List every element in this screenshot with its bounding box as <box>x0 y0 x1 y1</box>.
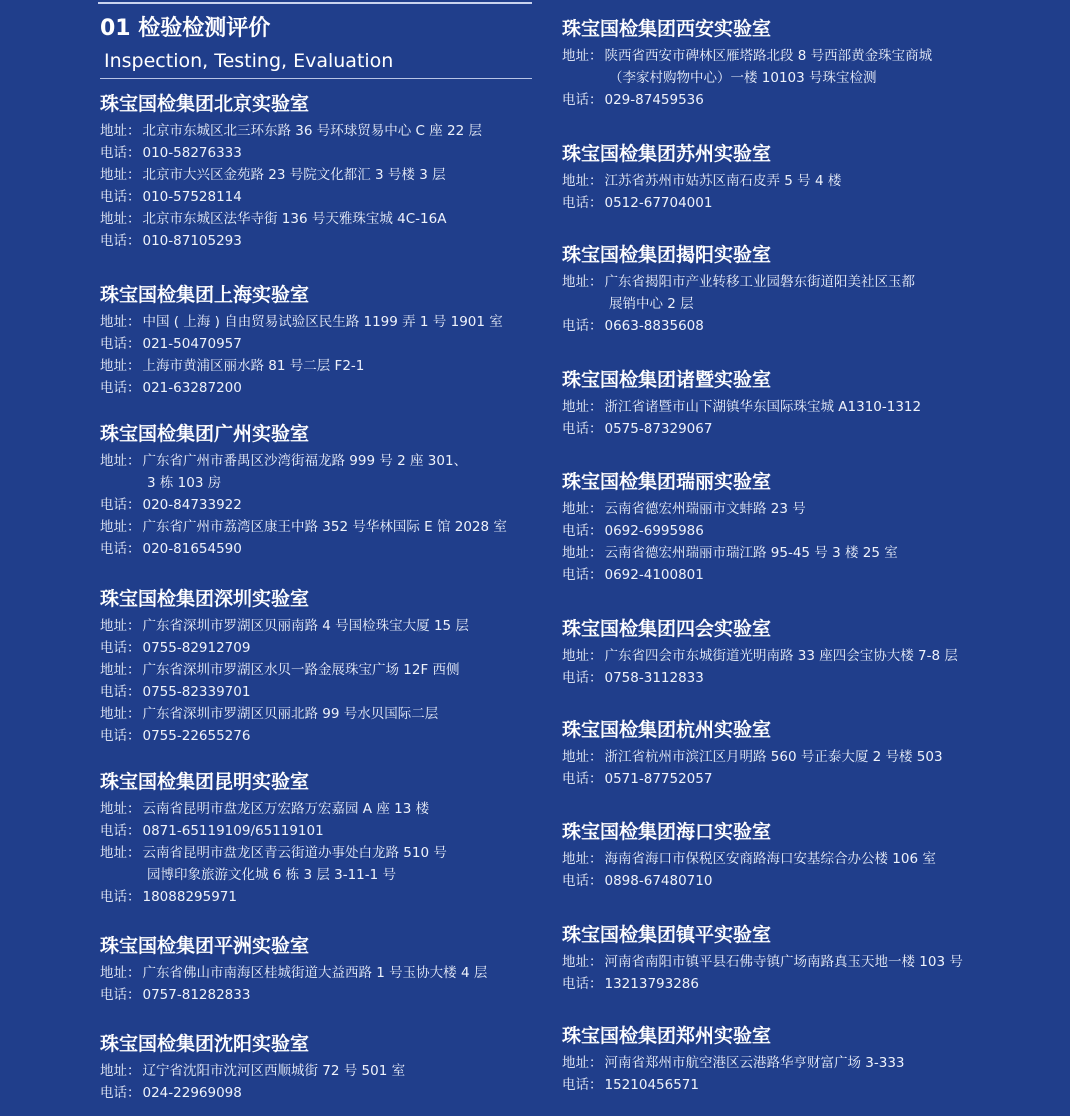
phone-number: 020-84733922 <box>142 497 242 513</box>
address-text: 云南省德宏州瑞丽市文蚌路 23 号 <box>604 501 806 517</box>
phone-label: 电话： <box>100 640 141 656</box>
phone-line <box>100 637 469 659</box>
address-text: 广东省深圳市罗湖区水贝一路金展珠宝广场 12F 西侧 <box>142 662 460 678</box>
lab-block <box>100 585 469 747</box>
lab-block <box>562 615 958 689</box>
lab-block <box>562 140 841 214</box>
phone-line <box>100 186 482 208</box>
phone-label: 电话： <box>562 670 603 686</box>
address-line <box>100 355 503 377</box>
lab-block <box>100 90 482 252</box>
lab-block <box>100 768 447 908</box>
phone-line <box>100 725 469 747</box>
address-line <box>562 170 841 192</box>
address-label: 地址： <box>562 1055 603 1071</box>
phone-label: 电话： <box>562 421 603 437</box>
address-line <box>100 450 507 472</box>
address-text: 广东省广州市番禺区沙湾街福龙路 999 号 2 座 301、 <box>142 453 468 469</box>
address-line <box>100 962 487 984</box>
lab-block <box>562 1022 905 1096</box>
address-label: 地址： <box>100 845 141 861</box>
address-label: 地址： <box>100 965 141 981</box>
lab-block <box>100 1030 405 1104</box>
address-text: 园博印象旅游文化城 6 栋 3 层 3-11-1 号 <box>147 867 397 883</box>
phone-label: 电话： <box>100 728 141 744</box>
phone-line <box>562 870 936 892</box>
address-line <box>562 542 898 564</box>
address-text: 广东省佛山市南海区桂城街道大益西路 1 号玉协大楼 4 层 <box>142 965 488 981</box>
address-text: 3 栋 103 房 <box>147 475 222 491</box>
lab-name: 珠宝国检集团诸暨实验室 <box>562 369 772 391</box>
phone-label: 电话： <box>562 318 603 334</box>
lab-block <box>100 281 503 399</box>
phone-number: 010-58276333 <box>142 145 242 161</box>
address-line <box>100 516 507 538</box>
address-line <box>100 311 503 333</box>
phone-line <box>100 1082 405 1104</box>
address-line <box>562 396 921 418</box>
address-line <box>100 615 469 637</box>
address-text: 展销中心 2 层 <box>609 296 694 312</box>
phone-label: 电话： <box>562 523 603 539</box>
lab-block <box>562 468 898 586</box>
lab-name: 珠宝国检集团镇平实验室 <box>562 924 772 946</box>
address-label: 地址： <box>562 48 603 64</box>
address-label: 地址： <box>100 453 141 469</box>
lab-name: 珠宝国检集团西安实验室 <box>562 18 772 40</box>
phone-line <box>100 494 507 516</box>
address-label: 地址： <box>100 314 141 330</box>
phone-number: 029-87459536 <box>604 92 704 108</box>
address-text: 云南省昆明市盘龙区青云街道办事处白龙路 510 号 <box>142 845 447 861</box>
address-line <box>100 208 482 230</box>
address-text: 广东省广州市荔湾区康王中路 352 号华林国际 E 馆 2028 室 <box>142 519 507 535</box>
address-text: 上海市黄浦区丽水路 81 号二层 F2-1 <box>142 358 365 374</box>
phone-number: 0755-22655276 <box>142 728 251 744</box>
lab-name: 珠宝国检集团杭州实验室 <box>562 719 772 741</box>
address-line <box>562 498 898 520</box>
phone-line <box>100 333 503 355</box>
lab-block <box>562 241 915 337</box>
lab-name: 珠宝国检集团沈阳实验室 <box>100 1033 310 1055</box>
phone-label: 电话： <box>100 889 141 905</box>
address-text: 中国 ( 上海 ) 自由贸易试验区民生路 1199 弄 1 号 1901 室 <box>142 314 503 330</box>
phone-label: 电话： <box>100 189 141 205</box>
phone-label: 电话： <box>562 873 603 889</box>
address-text: 北京市大兴区金苑路 23 号院文化都汇 3 号楼 3 层 <box>142 167 446 183</box>
address-label: 地址： <box>100 1063 141 1079</box>
address-text: 浙江省诸暨市山下湖镇华东国际珠宝城 A1310-1312 <box>604 399 922 415</box>
address-line <box>100 798 447 820</box>
lab-name: 珠宝国检集团海口实验室 <box>562 821 772 843</box>
address-line <box>562 746 943 768</box>
phone-line <box>100 681 469 703</box>
lab-block <box>562 921 963 995</box>
address-continuation <box>562 67 932 89</box>
phone-label: 电话： <box>562 567 603 583</box>
phone-line <box>100 538 507 560</box>
address-text: 江苏省苏州市姑苏区南石皮弄 5 号 4 楼 <box>604 173 842 189</box>
address-line <box>100 703 469 725</box>
phone-label: 电话： <box>100 336 141 352</box>
address-text: 北京市东城区北三环东路 36 号环球贸易中心 C 座 22 层 <box>142 123 483 139</box>
phone-label: 电话： <box>100 823 141 839</box>
phone-line <box>562 768 943 790</box>
phone-number: 13213793286 <box>604 976 699 992</box>
lab-name: 珠宝国检集团苏州实验室 <box>562 143 772 165</box>
address-line <box>562 645 958 667</box>
address-line <box>100 164 482 186</box>
phone-label: 电话： <box>562 195 603 211</box>
address-label: 地址： <box>562 954 603 970</box>
section-subtitle: Inspection, Testing, Evaluation <box>104 50 394 72</box>
phone-label: 电话： <box>100 987 141 1003</box>
address-text: 陕西省西安市碑林区雁塔路北段 8 号西部黄金珠宝商城 <box>604 48 933 64</box>
address-label: 地址： <box>100 123 141 139</box>
address-line <box>100 659 469 681</box>
phone-label: 电话： <box>100 497 141 513</box>
address-line <box>562 271 915 293</box>
phone-label: 电话： <box>562 976 603 992</box>
address-label: 地址： <box>100 519 141 535</box>
phone-number: 0571-87752057 <box>604 771 713 787</box>
lab-block <box>562 716 943 790</box>
address-line <box>562 848 936 870</box>
address-continuation <box>100 864 447 886</box>
phone-label: 电话： <box>100 684 141 700</box>
phone-line <box>562 89 932 111</box>
address-label: 地址： <box>100 706 141 722</box>
address-line <box>562 45 932 67</box>
address-label: 地址： <box>100 211 141 227</box>
phone-line <box>100 820 447 842</box>
address-label: 地址： <box>562 399 603 415</box>
address-text: 北京市东城区法华寺街 136 号天雅珠宝城 4C-16A <box>142 211 447 227</box>
address-label: 地址： <box>562 501 603 517</box>
address-line <box>562 951 963 973</box>
lab-name: 珠宝国检集团平洲实验室 <box>100 935 310 957</box>
address-continuation <box>100 472 507 494</box>
phone-label: 电话： <box>100 1085 141 1101</box>
phone-number: 0755-82912709 <box>142 640 251 656</box>
top-rule <box>98 2 532 4</box>
phone-line <box>100 377 503 399</box>
address-text: （李家村购物中心）一楼 10103 号珠宝检测 <box>609 70 877 86</box>
address-text: 云南省昆明市盘龙区万宏路万宏嘉园 A 座 13 楼 <box>142 801 430 817</box>
phone-number: 0758-3112833 <box>604 670 704 686</box>
lab-name: 珠宝国检集团郑州实验室 <box>562 1025 772 1047</box>
address-text: 云南省德宏州瑞丽市瑞江路 95-45 号 3 楼 25 室 <box>604 545 898 561</box>
phone-number: 0692-6995986 <box>604 523 704 539</box>
phone-line <box>562 192 841 214</box>
lab-name: 珠宝国检集团广州实验室 <box>100 423 310 445</box>
lab-name: 珠宝国检集团深圳实验室 <box>100 588 310 610</box>
address-text: 河南省郑州市航空港区云港路华亨财富广场 3-333 <box>604 1055 905 1071</box>
phone-line <box>562 520 898 542</box>
address-text: 广东省深圳市罗湖区贝丽北路 99 号水贝国际二层 <box>142 706 439 722</box>
lab-block <box>100 420 507 560</box>
phone-number: 021-50470957 <box>142 336 242 352</box>
address-label: 地址： <box>100 358 141 374</box>
phone-number: 020-81654590 <box>142 541 242 557</box>
address-label: 地址： <box>562 274 603 290</box>
lab-name: 珠宝国检集团上海实验室 <box>100 284 310 306</box>
section-rule <box>100 78 532 79</box>
address-text: 广东省四会市东城街道光明南路 33 座四会宝协大楼 7-8 层 <box>604 648 958 664</box>
address-line <box>562 1052 905 1074</box>
address-text: 广东省揭阳市产业转移工业园磐东街道阳美社区玉都 <box>604 274 915 290</box>
phone-line <box>100 984 487 1006</box>
phone-label: 电话： <box>100 380 141 396</box>
phone-number: 15210456571 <box>604 1077 699 1093</box>
lab-block <box>562 15 932 111</box>
address-text: 河南省南阳市镇平县石佛寺镇广场南路真玉天地一楼 103 号 <box>604 954 963 970</box>
lab-name: 珠宝国检集团北京实验室 <box>100 93 310 115</box>
phone-line <box>100 230 482 252</box>
address-text: 辽宁省沈阳市沈河区西顺城街 72 号 501 室 <box>142 1063 406 1079</box>
phone-label: 电话： <box>100 233 141 249</box>
phone-number: 021-63287200 <box>142 380 242 396</box>
lab-name: 珠宝国检集团四会实验室 <box>562 618 772 640</box>
phone-number: 0757-81282833 <box>142 987 251 1003</box>
lab-name: 珠宝国检集团昆明实验室 <box>100 771 310 793</box>
phone-number: 0871-65119109/65119101 <box>142 823 324 839</box>
address-text: 广东省深圳市罗湖区贝丽南路 4 号国检珠宝大厦 15 层 <box>142 618 469 634</box>
phone-label: 电话： <box>562 92 603 108</box>
phone-number: 010-57528114 <box>142 189 242 205</box>
address-label: 地址： <box>562 545 603 561</box>
lab-name: 珠宝国检集团揭阳实验室 <box>562 244 772 266</box>
phone-number: 010-87105293 <box>142 233 242 249</box>
address-line <box>100 842 447 864</box>
phone-number: 0898-67480710 <box>604 873 713 889</box>
phone-label: 电话： <box>562 1077 603 1093</box>
phone-number: 18088295971 <box>142 889 237 905</box>
phone-number: 0663-8835608 <box>604 318 704 334</box>
phone-line <box>100 886 447 908</box>
address-line <box>100 1060 405 1082</box>
address-label: 地址： <box>562 851 603 867</box>
address-label: 地址： <box>562 173 603 189</box>
address-text: 海南省海口市保税区安商路海口安基综合办公楼 106 室 <box>604 851 936 867</box>
address-label: 地址： <box>100 618 141 634</box>
phone-label: 电话： <box>100 145 141 161</box>
phone-label: 电话： <box>100 541 141 557</box>
lab-block <box>562 818 936 892</box>
phone-line <box>100 142 482 164</box>
phone-number: 024-22969098 <box>142 1085 242 1101</box>
section-title: 01 检验检测评价 <box>100 16 271 41</box>
phone-line <box>562 667 958 689</box>
address-text: 浙江省杭州市滨江区月明路 560 号正泰大厦 2 号楼 503 <box>604 749 943 765</box>
address-label: 地址： <box>100 801 141 817</box>
address-line <box>100 120 482 142</box>
phone-line <box>562 418 921 440</box>
lab-block <box>100 932 487 1006</box>
address-label: 地址： <box>562 648 603 664</box>
phone-label: 电话： <box>562 771 603 787</box>
phone-line <box>562 1074 905 1096</box>
phone-number: 0575-87329067 <box>604 421 713 437</box>
lab-name: 珠宝国检集团瑞丽实验室 <box>562 471 772 493</box>
phone-number: 0755-82339701 <box>142 684 251 700</box>
phone-number: 0692-4100801 <box>604 567 704 583</box>
phone-line <box>562 315 915 337</box>
address-label: 地址： <box>100 662 141 678</box>
lab-block <box>562 366 921 440</box>
phone-number: 0512-67704001 <box>604 195 713 211</box>
phone-line <box>562 973 963 995</box>
address-continuation <box>562 293 915 315</box>
phone-line <box>562 564 898 586</box>
address-label: 地址： <box>562 749 603 765</box>
address-label: 地址： <box>100 167 141 183</box>
